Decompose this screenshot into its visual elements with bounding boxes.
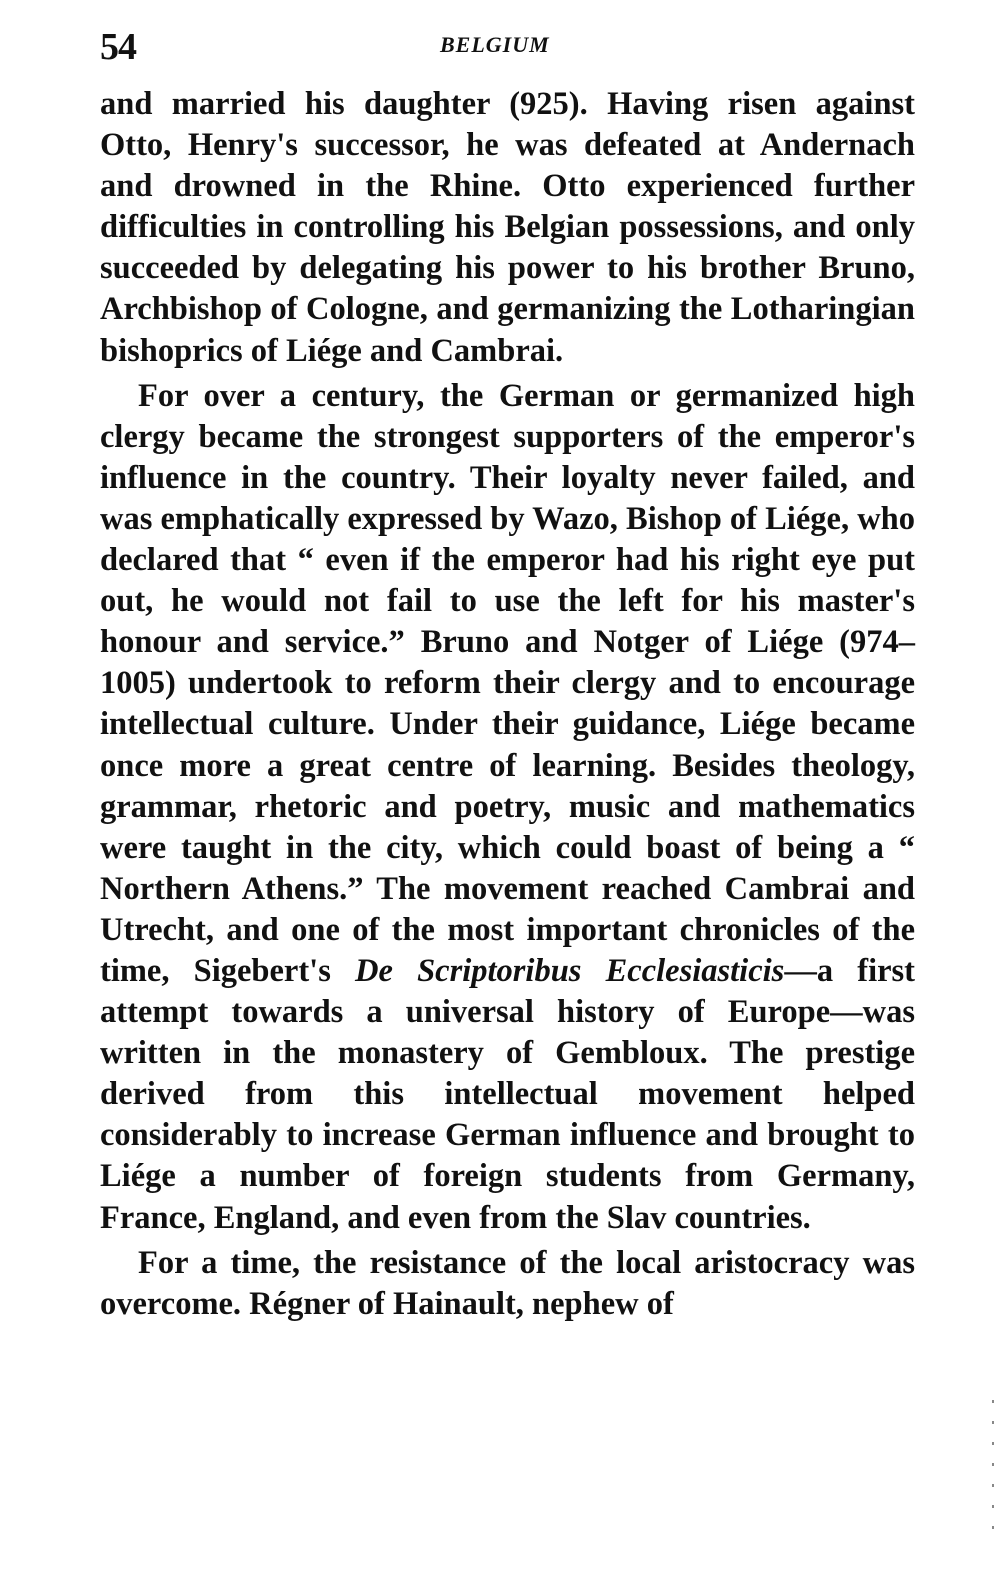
paragraph-2-text-end: —a first attempt towards a universal history of Europe—was written in the monastery of Gembloux. The prestige derived from this intellectual movement helped considerably to increase German influence and brought to Liége a number of foreign students from Germany, France, England, and even from the Slav countries. (100, 952, 915, 1236)
margin-scan-marks (992, 1400, 996, 1575)
page-header (100, 22, 912, 72)
book-title-italic: De Scriptoribus Ecclesiasticis (355, 952, 785, 989)
paragraph-2-text-start: For over a century, the German or germanized high clergy became the strongest supporters of the emperor's influence in the country. Their loyalty never failed, and was emphatically expressed by Wazo, Bishop of Liége, who declared that “ even if the emperor had his right eye put out, he would not fail to use the left for his master's honour and service.” Bruno and Notger of Liége (974–1005) undertook to reform their clergy and to encourage intellectual culture. Under their guidance, Liége became once more a great centre of learning. Besides theology, grammar, rhetoric and poetry, music and mathematics were taught in the city, which could boast of being a “ Northern Athens.” The movement reached Cambrai and Utrecht, and one of the most important chronicles of the time, Sigebert's (100, 377, 915, 989)
body-text (100, 84, 915, 1325)
running-head: BELGIUM (440, 32, 550, 57)
paragraph-1: and married his daughter (925). Having risen against Otto, Henry's successor, he was defeated at Andernach and drowned in the Rhine. Otto experienced further difficulties in controlling his Belgian possessions, and only succeeded by delegating his power to his brother Bruno, Archbishop of Cologne, and germanizing the Lotharingian bishoprics of Liége and Cambrai. (100, 86, 915, 369)
page-number: 54 (100, 26, 136, 68)
paragraph-2 (100, 376, 915, 1239)
paragraph-3: For a time, the resistance of the local aristocracy was overcome. Régner of Hainault, nephew of (100, 1244, 915, 1322)
